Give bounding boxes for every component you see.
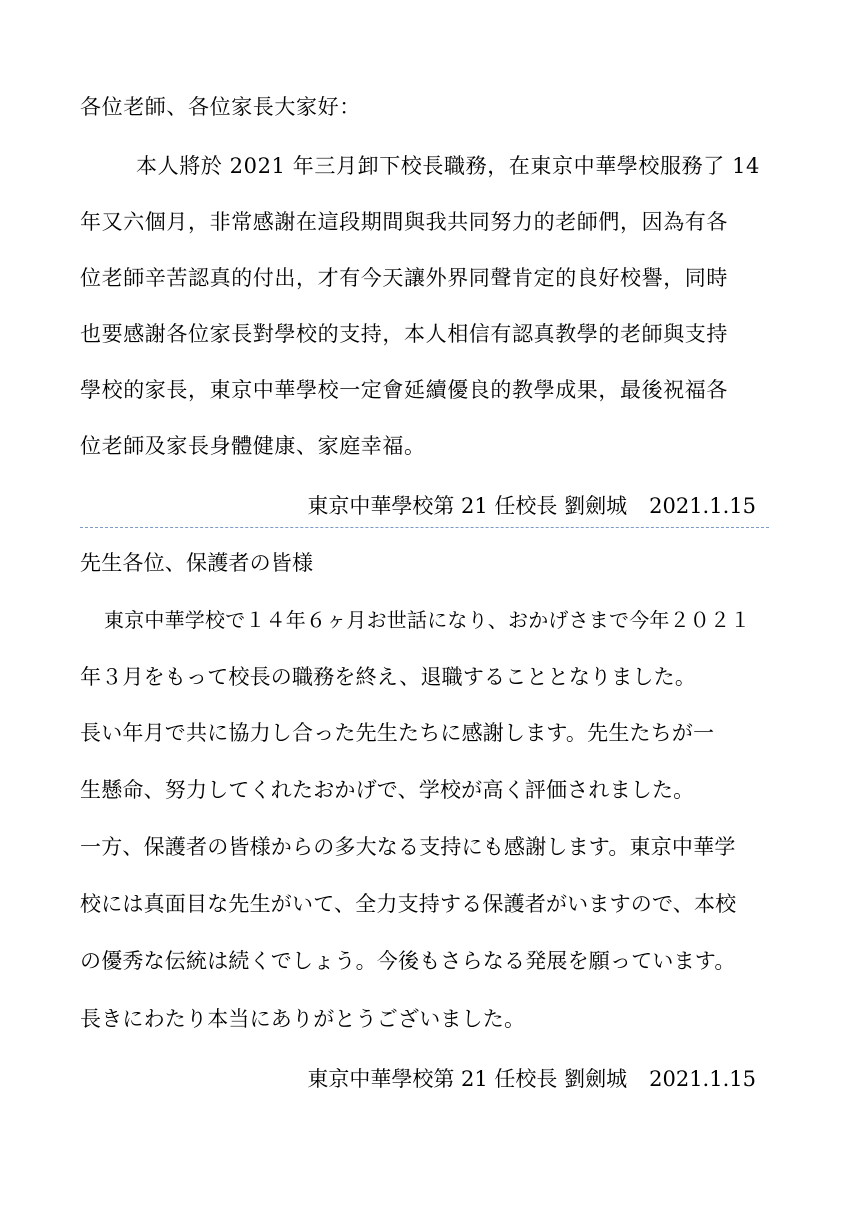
- japanese-body-line: 一方、保護者の皆様からの多大なる支持にも感謝します。東京中華学: [80, 835, 736, 859]
- japanese-greeting: 先生各位、保護者の皆様: [80, 551, 314, 575]
- japanese-signature-date: 2021.1.15: [649, 1067, 756, 1091]
- japanese-signature-name: 東京中華學校第 21 任校長 劉劍城: [307, 1067, 628, 1091]
- chinese-body-line: 年又六個月，非常感謝在這段期間與我共同努力的老師們，因為有各: [80, 210, 728, 234]
- japanese-body-line: の優秀な伝統は続くでしょう。今後もさらなる発展を願っています。: [80, 949, 736, 973]
- chinese-signature: [307, 491, 756, 521]
- chinese-body-line: 學校的家長，東京中華學校一定會延續優良的教學成果，最後祝福各: [80, 378, 728, 402]
- chinese-body-line: 位老師辛苦認真的付出，才有今天讓外界同聲肯定的良好校譽，同時: [80, 266, 728, 290]
- japanese-body-line: 生懸命、努力してくれたおかげで、学校が高く評価されました。: [80, 778, 695, 802]
- japanese-body-line: 校には真面目な先生がいて、全力支持する保護者がいますので、本校: [80, 892, 737, 916]
- japanese-body-line: 年３月をもって校長の職務を終え、退職することとなりました。: [80, 665, 697, 689]
- chinese-signature-date: 2021.1.15: [649, 494, 756, 518]
- section-divider: [80, 527, 769, 528]
- chinese-greeting: 各位老師、各位家長大家好：: [80, 95, 361, 119]
- chinese-body-line: 也要感謝各位家長對學校的支持，本人相信有認真教學的老師與支持: [80, 322, 728, 346]
- chinese-body-line: 本人將於 2021 年三月卸下校長職務，在東京中華學校服務了 14: [136, 154, 760, 178]
- chinese-body-line: 位老師及家長身體健康、家庭幸福。: [80, 434, 426, 458]
- japanese-signature: [307, 1064, 756, 1094]
- chinese-signature-name: 東京中華學校第 21 任校長 劉劍城: [307, 494, 628, 518]
- japanese-body-line: 東京中華学校で１４年６ヶ月お世話になり、おかげさまで今年２０２１: [104, 608, 751, 632]
- japanese-body-line: 長きにわたり本当にありがとうございました。: [80, 1007, 526, 1031]
- japanese-body-line: 長い年月で共に協力し合った先生たちに感謝します。先生たちが一: [80, 721, 715, 745]
